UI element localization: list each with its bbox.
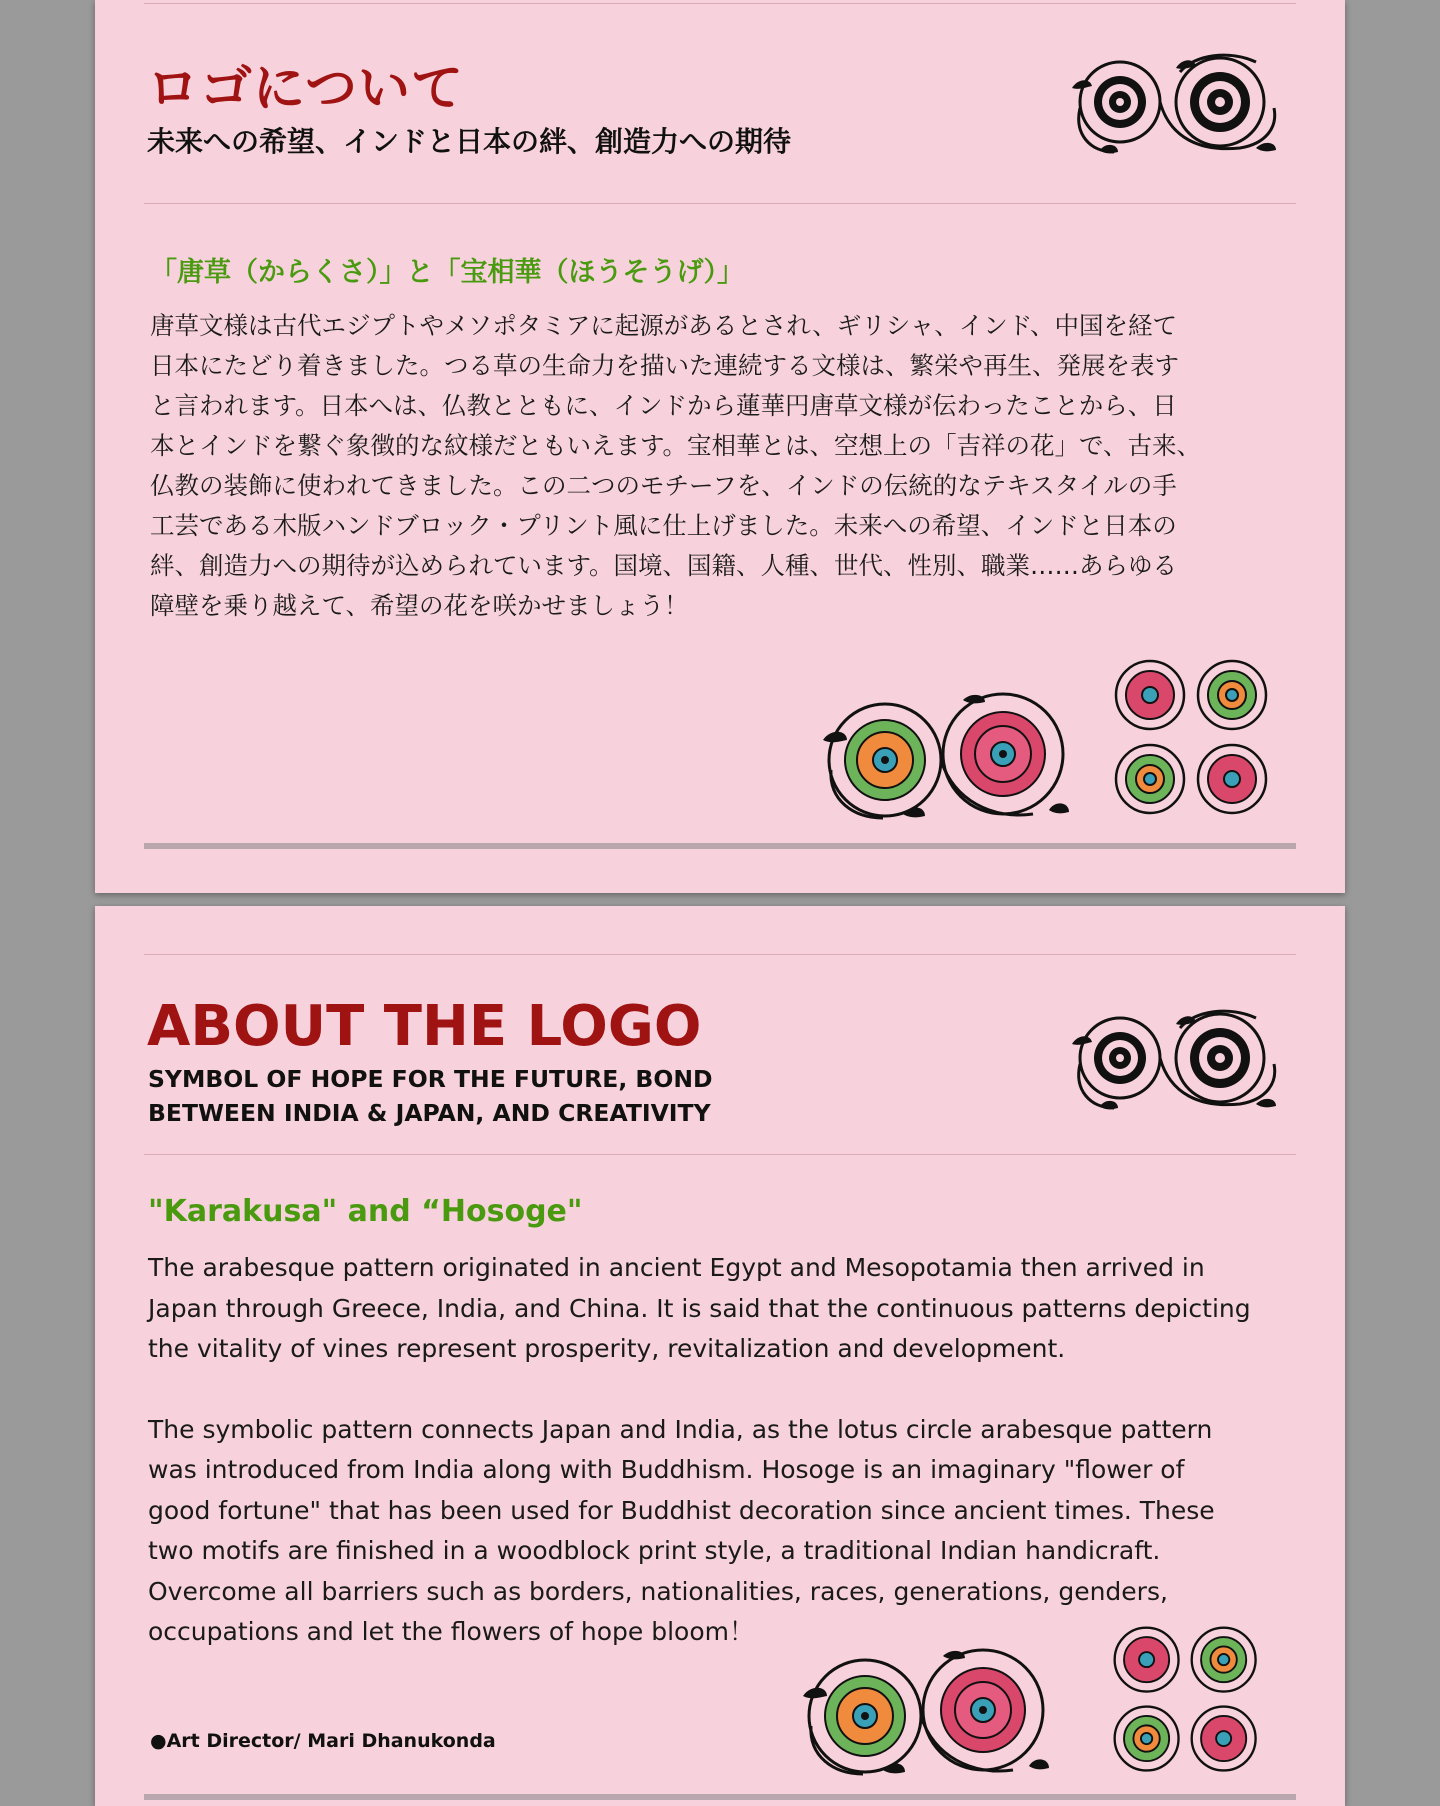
body-text-ja bbox=[150, 306, 1290, 626]
body-line: 仏教の装飾に使われてきました。この二つのモチーフを、インドの伝統的なテキスタイルの手 bbox=[150, 471, 1177, 500]
body-line: Japan through Greece, India, and China. It is said that the continuous patterns depicting bbox=[148, 1293, 1251, 1323]
body-line: Overcome all barriers such as borders, nationalities, races, generations, genders, bbox=[148, 1576, 1168, 1606]
body-line: 絆、創造力への期待が込められています。国境、国籍、人種、世代、性別、職業……あらゆる bbox=[150, 551, 1178, 580]
top-divider bbox=[144, 3, 1296, 4]
japanese-page bbox=[95, 0, 1345, 893]
karakusa-logo-color-icon bbox=[813, 690, 1078, 826]
page-title-ja: ロゴについて bbox=[147, 59, 464, 119]
body-line: 障壁を乗り越えて、希望の花を咲かせましょう！ bbox=[150, 591, 689, 620]
page-subtitle-ja: 未来への希望、インドと日本の絆、創造力への期待 bbox=[147, 125, 792, 158]
paragraph-1 bbox=[148, 1248, 1328, 1370]
karakusa-logo-black-icon bbox=[1060, 1004, 1286, 1116]
bottom-divider bbox=[144, 843, 1296, 849]
hosoge-grid-color-icon bbox=[1108, 655, 1278, 821]
body-line: 本とインドを繋ぐ象徴的な紋様だともいえます。宝相華とは、空想上の「吉祥の花」で、古来、 bbox=[150, 431, 1202, 460]
header-divider bbox=[144, 1154, 1296, 1155]
body-line: the vitality of vines represent prosperity, revitalization and development. bbox=[148, 1334, 1066, 1363]
body-line: was introduced from India along with Buddhism. Hosoge is an imaginary "flower of bbox=[148, 1455, 1185, 1484]
bottom-divider bbox=[144, 1794, 1296, 1800]
body-line: 唐草文様は古代エジプトやメソポタミアに起源があるとされ、ギリシャ、インド、中国を経て bbox=[150, 311, 1178, 340]
karakusa-logo-color-icon bbox=[793, 1646, 1058, 1782]
section-heading-ja: 「唐草（からくさ）」と「宝相華（ほうそうげ）」 bbox=[150, 257, 744, 288]
top-divider bbox=[144, 954, 1296, 955]
karakusa-logo-black-icon bbox=[1060, 48, 1286, 160]
body-line: 工芸である木版ハンドブロック・プリント風に仕上げました。未来への希望、インドと日本の bbox=[150, 511, 1177, 540]
page-subtitle-en bbox=[148, 1062, 713, 1130]
english-page bbox=[95, 906, 1345, 1806]
body-text-en bbox=[148, 1248, 1328, 1653]
hosoge-grid-color-icon bbox=[1107, 1622, 1267, 1778]
paragraph-2 bbox=[148, 1410, 1328, 1653]
body-line: good fortune" that has been used for Buddhist decoration since ancient times. These bbox=[148, 1495, 1215, 1525]
section-heading-en: "Karakusa" and “Hosoge" bbox=[148, 1194, 583, 1229]
subtitle-line: BETWEEN INDIA & JAPAN, AND CREATIVITY bbox=[148, 1099, 711, 1127]
art-director-credit: ●Art Director/ Mari Dhanukonda bbox=[150, 1730, 496, 1752]
page-title-en: ABOUT THE LOGO bbox=[147, 994, 702, 1059]
subtitle-line: SYMBOL OF HOPE FOR THE FUTURE, BOND bbox=[148, 1065, 713, 1093]
body-line: 日本にたどり着きました。つる草の生命力を描いた連続する文様は、繁栄や再生、発展を表す bbox=[150, 351, 1179, 380]
header-divider bbox=[144, 203, 1296, 204]
body-line: The arabesque pattern originated in ancient Egypt and Mesopotamia then arrived in bbox=[148, 1253, 1205, 1282]
body-line: occupations and let the flowers of hope bloom！ bbox=[148, 1617, 754, 1646]
body-line: The symbolic pattern connects Japan and India, as the lotus circle arabesque pattern bbox=[148, 1414, 1213, 1444]
body-line: と言われます。日本へは、仏教とともに、インドから蓮華円唐草文様が伝わったことから、日 bbox=[150, 391, 1177, 420]
body-line: two motifs are finished in a woodblock print style, a traditional Indian handicraft. bbox=[148, 1536, 1161, 1565]
